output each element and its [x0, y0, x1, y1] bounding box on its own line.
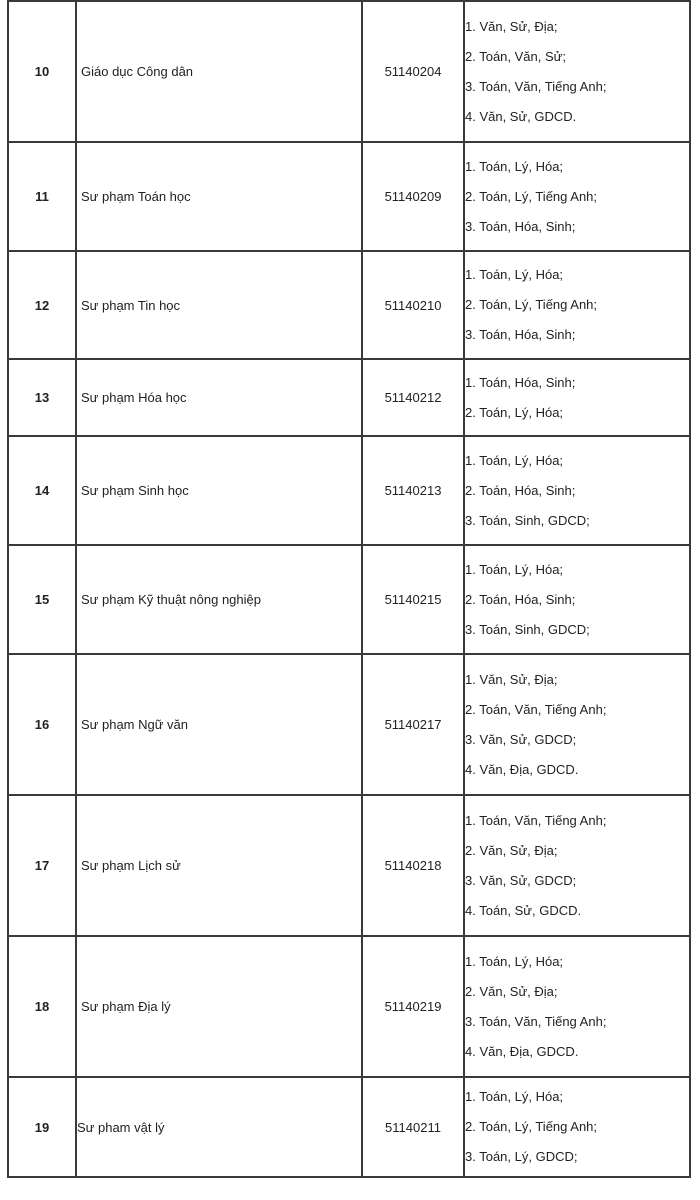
subject-combos [464, 936, 690, 1077]
row-number: 10 [8, 1, 76, 142]
table-row [8, 251, 690, 359]
combo-line: 2. Toán, Hóa, Sinh; [465, 591, 576, 607]
combo-line: 2. Toán, Văn, Sử; [465, 48, 566, 64]
combo-line: 3. Toán, Sinh, GDCD; [465, 512, 590, 528]
combo-line: 1. Toán, Lý, Hóa; [465, 561, 564, 577]
major-name: Giáo dục Công dân [76, 1, 362, 142]
combo-line: 4. Văn, Địa, GDCD. [465, 1043, 579, 1059]
combo-line: 3. Toán, Lý, GDCD; [465, 1149, 578, 1164]
table-body [8, 1, 690, 1177]
combo-line: 4. Toán, Sử, GDCD. [465, 902, 582, 918]
combo-line: 2. Toán, Lý, Hóa; [465, 404, 564, 420]
subject-combos [464, 251, 690, 359]
major-code: 51140211 [362, 1077, 464, 1177]
combo-line: 1. Toán, Lý, Hóa; [465, 158, 564, 174]
subject-combos [464, 436, 690, 545]
major-name: Sư phạm Sinh học [76, 436, 362, 545]
combo-line: 2. Văn, Sử, Địa; [465, 983, 558, 999]
combo-line: 3. Toán, Hóa, Sinh; [465, 327, 576, 342]
table-row [8, 359, 690, 436]
major-name: Sư phạm Lịch sử [76, 795, 362, 936]
table-row [8, 654, 690, 795]
major-code: 51140219 [362, 936, 464, 1077]
row-number: 15 [8, 545, 76, 654]
major-code: 51140217 [362, 654, 464, 795]
combo-line: 1. Văn, Sử, Địa; [465, 671, 558, 687]
combo-line: 1. Toán, Lý, Hóa; [465, 1089, 564, 1104]
major-code: 51140212 [362, 359, 464, 436]
combo-line: 3. Văn, Sử, GDCD; [465, 872, 577, 888]
major-name: Sư phạm Ngữ văn [76, 654, 362, 795]
major-name: Sư pham vật lý [76, 1077, 362, 1177]
combo-line: 2. Văn, Sử, Địa; [465, 842, 558, 858]
subject-combos [464, 359, 690, 436]
combo-line: 1. Toán, Lý, Hóa; [465, 953, 564, 969]
combo-line: 1. Văn, Sử, Địa; [465, 18, 558, 34]
combo-line: 4. Văn, Địa, GDCD. [465, 761, 579, 777]
combo-line: 1. Toán, Văn, Tiếng Anh; [465, 812, 607, 828]
subject-combos [464, 1, 690, 142]
subject-combos [464, 545, 690, 654]
combo-line: 4. Văn, Sử, GDCD. [465, 108, 577, 124]
major-name: Sư phạm Kỹ thuật nông nghiệp [76, 545, 362, 654]
table-row [8, 545, 690, 654]
table-row [8, 436, 690, 545]
row-number: 17 [8, 795, 76, 936]
combo-line: 1. Toán, Lý, Hóa; [465, 267, 564, 282]
table-row [8, 142, 690, 251]
combo-line: 2. Toán, Lý, Tiếng Anh; [465, 1119, 598, 1134]
admission-table [7, 0, 691, 1178]
combo-line: 3. Toán, Văn, Tiếng Anh; [465, 1013, 607, 1029]
combo-line: 2. Toán, Hóa, Sinh; [465, 482, 576, 498]
subject-combos [464, 142, 690, 251]
row-number: 11 [8, 142, 76, 251]
major-code: 51140204 [362, 1, 464, 142]
combo-line: 2. Toán, Lý, Tiếng Anh; [465, 297, 598, 312]
major-code: 51140209 [362, 142, 464, 251]
row-number: 14 [8, 436, 76, 545]
major-name: Sư phạm Địa lý [76, 936, 362, 1077]
combo-line: 3. Văn, Sử, GDCD; [465, 731, 577, 747]
combo-line: 3. Toán, Hóa, Sinh; [465, 218, 576, 234]
table-row [8, 1077, 690, 1177]
major-code: 51140215 [362, 545, 464, 654]
combo-line: 2. Toán, Văn, Tiếng Anh; [465, 701, 607, 717]
major-name: Sư phạm Hóa học [76, 359, 362, 436]
table-row [8, 1, 690, 142]
row-number: 16 [8, 654, 76, 795]
row-number: 13 [8, 359, 76, 436]
subject-combos [464, 654, 690, 795]
row-number: 12 [8, 251, 76, 359]
major-code: 51140210 [362, 251, 464, 359]
major-code: 51140213 [362, 436, 464, 545]
subject-combos [464, 795, 690, 936]
row-number: 18 [8, 936, 76, 1077]
major-code: 51140218 [362, 795, 464, 936]
combo-line: 3. Toán, Sinh, GDCD; [465, 621, 590, 637]
combo-line: 1. Toán, Hóa, Sinh; [465, 374, 576, 390]
combo-line: 1. Toán, Lý, Hóa; [465, 452, 564, 468]
table-row [8, 936, 690, 1077]
major-name: Sư phạm Tin học [76, 251, 362, 359]
major-name: Sư phạm Toán học [76, 142, 362, 251]
table-row [8, 795, 690, 936]
subject-combos [464, 1077, 690, 1177]
row-number: 19 [8, 1077, 76, 1177]
combo-line: 2. Toán, Lý, Tiếng Anh; [465, 188, 598, 204]
combo-line: 3. Toán, Văn, Tiếng Anh; [465, 78, 607, 94]
